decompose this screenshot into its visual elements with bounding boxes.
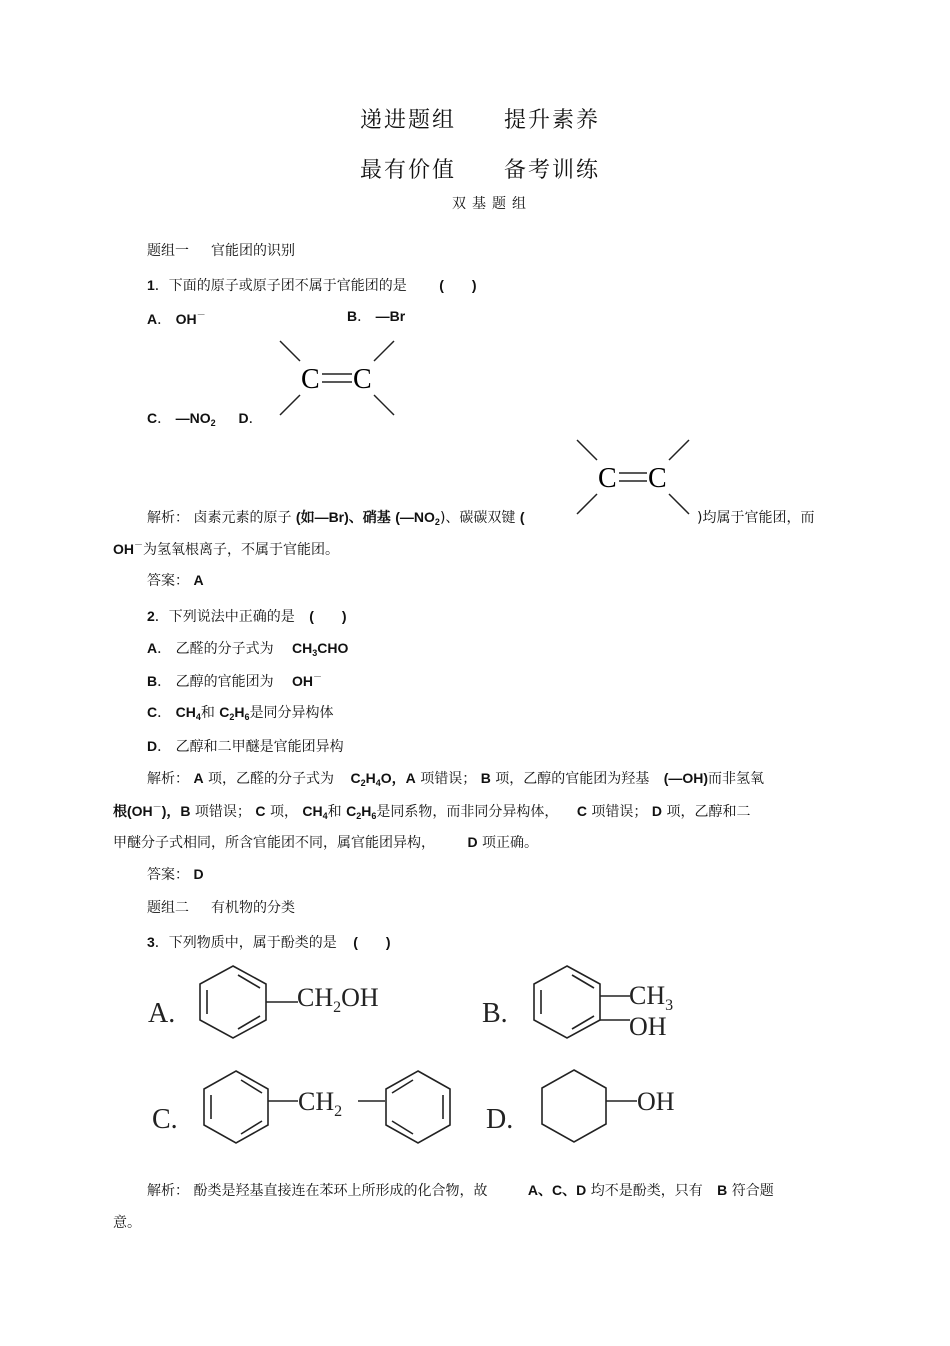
analysis-text: 而非氢氧 bbox=[708, 771, 765, 787]
analysis-text: 是同系物，而非同分异构体， bbox=[376, 804, 559, 820]
analysis-text: 意。 bbox=[113, 1215, 141, 1231]
analysis-text: 根(OH bbox=[113, 803, 153, 819]
option-text: 乙醇和二甲醚是官能团异构 bbox=[175, 739, 344, 755]
substituent-oh: OH bbox=[637, 1087, 675, 1116]
answer-paren: ( ) bbox=[309, 608, 347, 624]
analysis-text: 卤素元素的原子 bbox=[193, 510, 292, 526]
analysis-text: 项错误； bbox=[420, 771, 477, 787]
analysis-line-end bbox=[697, 507, 814, 527]
cyclohexane-ring-icon bbox=[542, 1070, 637, 1142]
subscript: 2 bbox=[210, 418, 216, 428]
benzene-ring-icon bbox=[200, 966, 298, 1038]
answer-value: A bbox=[193, 572, 204, 588]
analysis-text: O bbox=[380, 770, 392, 786]
stem-text: 下面的原子或原子团不属于官能团的是 bbox=[168, 278, 407, 294]
title-part: 最有价值 bbox=[360, 158, 457, 183]
option-a: A． OH－ bbox=[147, 311, 206, 328]
analysis-text: )、碳碳双键 bbox=[439, 510, 516, 526]
analysis-text: C bbox=[576, 803, 587, 819]
carbon-atom: C bbox=[648, 463, 667, 494]
analysis-text: )，B bbox=[161, 803, 191, 819]
subscript: 3 bbox=[665, 997, 674, 1014]
subscript: 4 bbox=[322, 811, 328, 821]
analysis-line bbox=[147, 768, 764, 788]
option-b: B． 乙醇的官能团为 OH－ bbox=[147, 673, 323, 690]
subscript: 4 bbox=[375, 778, 381, 788]
substituent-oh: OH bbox=[629, 1012, 667, 1041]
option-a-label: A. bbox=[148, 998, 176, 1029]
answer-line bbox=[147, 570, 204, 590]
benzene-ring-icon bbox=[534, 966, 630, 1038]
ch-text: CH bbox=[297, 983, 334, 1012]
option-label: C bbox=[147, 704, 158, 720]
superscript: － bbox=[152, 803, 162, 813]
carbon-atom: C bbox=[598, 463, 617, 494]
option-label: B bbox=[347, 308, 358, 324]
option-a: A． 乙醛的分子式为 $CH_3CHO$ bbox=[147, 640, 349, 658]
analysis-text: (—NO bbox=[395, 509, 435, 525]
analysis-text: (—OH) bbox=[663, 770, 709, 786]
ch-text: CH bbox=[629, 981, 666, 1010]
connector-text: 和 bbox=[200, 705, 215, 721]
group-label: 题组一 bbox=[147, 243, 189, 259]
option-text: 乙醇的官能团为 bbox=[175, 674, 274, 690]
analysis-text: 均不是酚类，只有 bbox=[590, 1183, 703, 1199]
subscript: 2 bbox=[434, 517, 440, 527]
option-b-label: B. bbox=[482, 998, 508, 1029]
title-line-1 bbox=[360, 103, 600, 134]
analysis-text: 项，乙醇和二 bbox=[666, 804, 751, 820]
analysis-text: 符合题 bbox=[731, 1183, 774, 1199]
superscript: － bbox=[134, 541, 144, 551]
answer-line bbox=[147, 864, 204, 884]
substituent-ch3 bbox=[629, 981, 673, 1014]
substituent-ch2oh bbox=[297, 983, 379, 1016]
answer-paren: ( ) bbox=[353, 934, 391, 950]
analysis-line bbox=[113, 800, 750, 821]
option-text: —NO bbox=[175, 410, 211, 426]
analysis-text: A、C、D bbox=[527, 1182, 587, 1198]
analysis-line bbox=[147, 1180, 774, 1200]
stem-text: 下列物质中，属于酚类的是 bbox=[168, 935, 337, 951]
superscript: － bbox=[313, 673, 323, 683]
alkene-structure-icon bbox=[573, 436, 695, 518]
subscript: 2 bbox=[356, 811, 362, 821]
formula: CH bbox=[292, 640, 313, 656]
structures-figure bbox=[140, 958, 710, 1168]
group-name: 官能团的识别 bbox=[211, 243, 295, 259]
ch-text: CH bbox=[298, 1087, 335, 1116]
analysis-text: D bbox=[467, 834, 478, 850]
option-label: B bbox=[147, 673, 158, 689]
option-text: —Br bbox=[375, 308, 406, 324]
group-name: 有机物的分类 bbox=[211, 900, 295, 916]
analysis-label: 解析： bbox=[147, 510, 189, 526]
question-number: 1 bbox=[147, 277, 155, 293]
option-label: D bbox=[238, 410, 249, 426]
subscript: 4 bbox=[195, 712, 201, 722]
answer-paren: ( ) bbox=[439, 277, 477, 293]
option-c: C． $—NO_2$ D． bbox=[147, 410, 263, 428]
option-label: D bbox=[147, 738, 158, 754]
formula: CHO bbox=[317, 640, 349, 656]
question-number: 3 bbox=[147, 934, 155, 950]
answer-label: 答案： bbox=[147, 867, 189, 883]
analysis-text: B bbox=[717, 1182, 728, 1198]
substituent-ch2 bbox=[298, 1087, 342, 1120]
analysis-text: C bbox=[346, 803, 357, 819]
option-text: 是同分异构体 bbox=[249, 705, 334, 721]
analysis-text: OH bbox=[113, 541, 134, 557]
title-part: 提升素养 bbox=[504, 108, 601, 133]
analysis-text: 项错误； bbox=[194, 804, 251, 820]
analysis-text: )均属于官能团，而 bbox=[697, 510, 815, 526]
analysis-text: C bbox=[350, 770, 361, 786]
subscript: 6 bbox=[371, 811, 377, 821]
analysis-line bbox=[113, 1212, 141, 1232]
subscript: 2 bbox=[333, 999, 342, 1016]
oh-text: OH bbox=[341, 983, 379, 1012]
answer-label: 答案： bbox=[147, 573, 189, 589]
option-label: A bbox=[147, 311, 158, 327]
group-heading bbox=[147, 897, 295, 917]
group-heading bbox=[147, 240, 295, 260]
stem-text: 下列说法中正确的是 bbox=[168, 609, 295, 625]
subscript: 2 bbox=[229, 712, 235, 722]
analysis-text: CH bbox=[302, 803, 323, 819]
question-stem: 3．下列物质中，属于酚类的是 ( ) bbox=[147, 934, 391, 951]
option-text: 乙醛的分子式为 bbox=[175, 641, 274, 657]
option-d-label: D. bbox=[486, 1104, 514, 1135]
option-label: C bbox=[147, 410, 158, 426]
analysis-text: H bbox=[365, 770, 376, 786]
analysis-text: 项正确。 bbox=[482, 835, 539, 851]
analysis-text: D bbox=[651, 803, 662, 819]
answer-value: D bbox=[193, 866, 204, 882]
subscript: 3 bbox=[312, 648, 318, 658]
question-number: 2 bbox=[147, 608, 155, 624]
analysis-text: 甲醚分子式相同，所含官能团不同，属官能团异构， bbox=[113, 835, 435, 851]
superscript: － bbox=[196, 311, 206, 321]
analysis-text: 项，乙醛的分子式为 bbox=[208, 771, 335, 787]
title-line-2 bbox=[360, 153, 600, 184]
carbon-atom: C bbox=[353, 364, 372, 395]
analysis-text: H bbox=[361, 803, 372, 819]
analysis-text: C bbox=[255, 803, 266, 819]
alkene-structure-icon bbox=[276, 337, 401, 419]
option-d: D． 乙醇和二甲醚是官能团异构 bbox=[147, 738, 344, 755]
analysis-text: 酚类是羟基直接连在苯环上所形成的化合物，故 bbox=[193, 1183, 488, 1199]
option-text: OH bbox=[175, 311, 197, 327]
carbon-atom: C bbox=[301, 364, 320, 395]
analysis-label: 解析： bbox=[147, 1183, 189, 1199]
option-label: A bbox=[147, 640, 158, 656]
analysis-text: 项，乙醇的官能团为羟基 bbox=[495, 771, 650, 787]
analysis-text: 为氢氧根离子，不属于官能团。 bbox=[143, 542, 340, 558]
subscript: 2 bbox=[360, 778, 366, 788]
analysis-line bbox=[147, 507, 525, 527]
analysis-text: ，A bbox=[391, 770, 416, 786]
formula: CH bbox=[175, 704, 196, 720]
analysis-line bbox=[113, 538, 339, 559]
analysis-text: (如—Br)、硝基 bbox=[295, 509, 391, 525]
formula: H bbox=[234, 704, 245, 720]
option-c: C． $CH_4$和 $C_2H_6$是同分异构体 bbox=[147, 704, 334, 722]
question-stem: 1．下面的原子或原子团不属于官能团的是 ( ) bbox=[147, 277, 477, 294]
subscript: 2 bbox=[334, 1103, 343, 1120]
section-subtitle: 双基题组 bbox=[452, 196, 532, 212]
question-stem: 2．下列说法中正确的是 ( ) bbox=[147, 608, 347, 625]
analysis-text: ( bbox=[519, 509, 525, 525]
analysis-text: A bbox=[193, 770, 204, 786]
analysis-text: 项， bbox=[269, 804, 298, 820]
analysis-label: 解析： bbox=[147, 771, 189, 787]
analysis-text: 和 bbox=[327, 804, 342, 820]
analysis-line bbox=[113, 832, 538, 852]
title-part: 备考训练 bbox=[504, 158, 601, 183]
analysis-text: B bbox=[480, 770, 491, 786]
option-b: B． —Br bbox=[347, 308, 406, 325]
option-c-label: C. bbox=[152, 1104, 178, 1135]
subscript: 6 bbox=[244, 712, 250, 722]
formula: C bbox=[219, 704, 230, 720]
analysis-text: 项错误； bbox=[591, 804, 648, 820]
formula: OH bbox=[292, 673, 314, 689]
title-part: 递进题组 bbox=[360, 108, 457, 133]
group-label: 题组二 bbox=[147, 900, 189, 916]
